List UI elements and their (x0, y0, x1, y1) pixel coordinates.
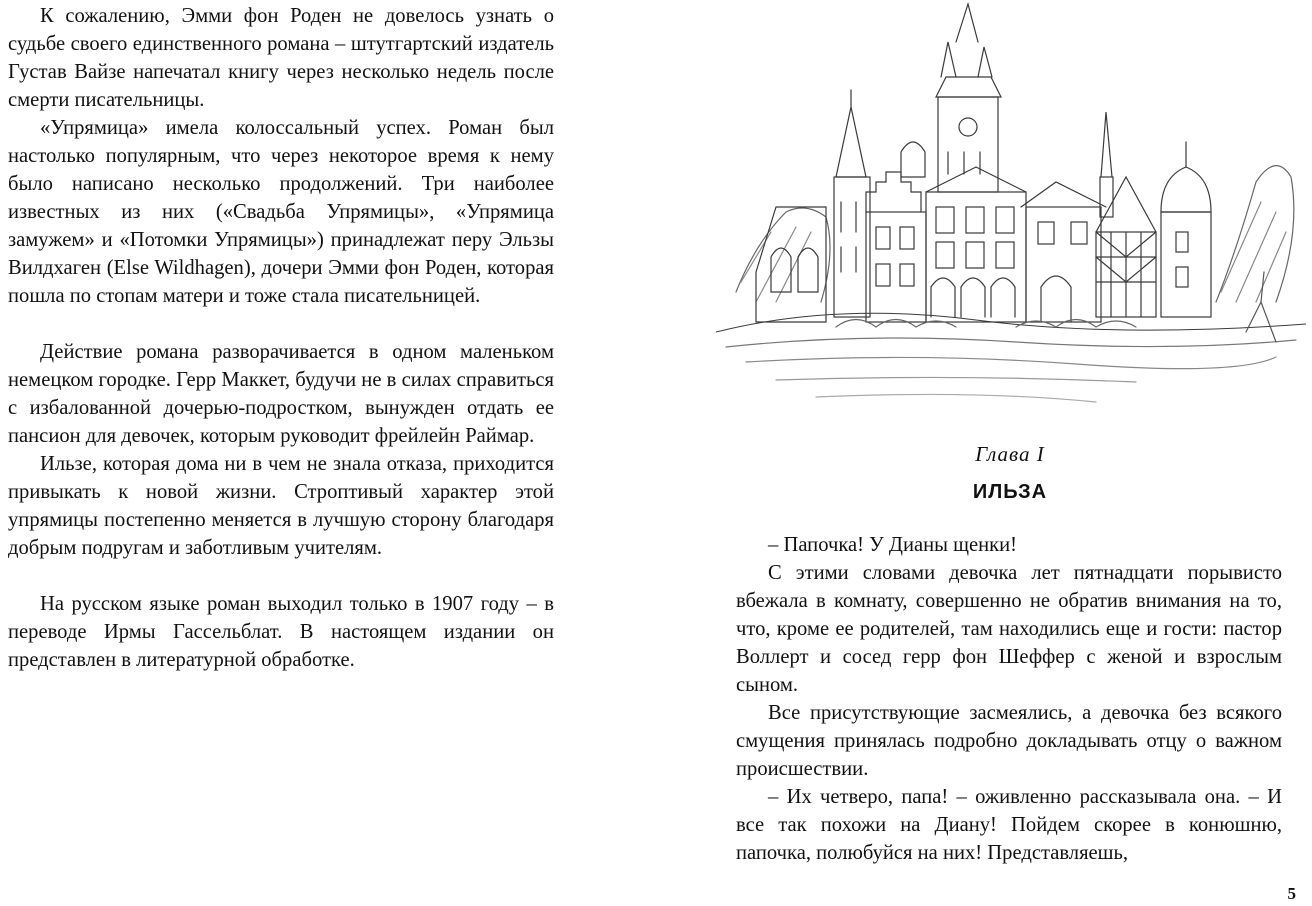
paragraph: – Папочка! У Дианы щенки! (768, 534, 1018, 556)
paragraph: «Упрямица» имела колоссальный успех. Роман был настолько популярным, что через некоторое время к нему было написано несколько продолжений. Три наиболее известных из них («Свадьба Упрямицы», «Упрямица замужем» и «Потомки Упрямицы») принадлежат перу Эльзы Вилдхаген (Else Wildhagen), дочери Эмми фон Роден, которая пошла по стопам матери и тоже стала писательницей. (8, 117, 554, 307)
paragraph: Действие романа разворачивается в одном маленьком немецком городке. Герр Маккет, будучи не в силах справиться с избалованной дочерью-подростком, вынужден отдать ее пансион для девочек, которым руководит фрейлейн Раймар. (8, 341, 554, 447)
paragraph: Ильзе, которая дома ни в чем не знала отказа, приходится привыкать к новой жизни. Строптивый характер этой упрямицы постепенно меняется в лучшую сторону благодаря добрым подругам и заботливым учителям. (8, 453, 554, 559)
chapter-label: Глава I (975, 442, 1045, 466)
chapter-text (736, 531, 1282, 867)
paragraph-gap (8, 562, 554, 590)
paragraph: На русском языке роман выходил только в 1907 году – в переводе Ирмы Гассельблат. В настоящем издании он представлен в литературной обработке. (8, 593, 554, 671)
castle-sketch-illustration (716, 2, 1306, 414)
paragraph: К сожалению, Эмми фон Роден не довелось узнать о судьбе своего единственного романа – штутгартский издатель Густав Вайзе напечатал книгу через несколько недель после смерти писательницы. (8, 5, 554, 111)
paragraph: Все присутствующие засмеялись, а девочка без всякого смущения принялась подробно докладывать отцу о важном происшествии. (736, 702, 1282, 780)
left-page (8, 2, 554, 674)
page-number: 5 (1287, 884, 1296, 903)
chapter-title: ИЛЬЗА (972, 481, 1048, 503)
right-page (736, 2, 1284, 902)
paragraph: С этими словами девочка лет пятнадцати порывисто вбежала в комнату, совершенно не обратив внимания на то, что, кроме ее родителей, там находились еще и гости: пастор Воллерт и сосед герр фон Шеффер с женой и взрослым сыном. (736, 562, 1282, 696)
paragraph-gap (8, 310, 554, 338)
paragraph: – Их четверо, папа! – оживленно рассказывала она. – И все так похожи на Диану! Пойдем скорее в конюшню, папочка, полюбуйся на них! Представляешь, (736, 786, 1282, 864)
